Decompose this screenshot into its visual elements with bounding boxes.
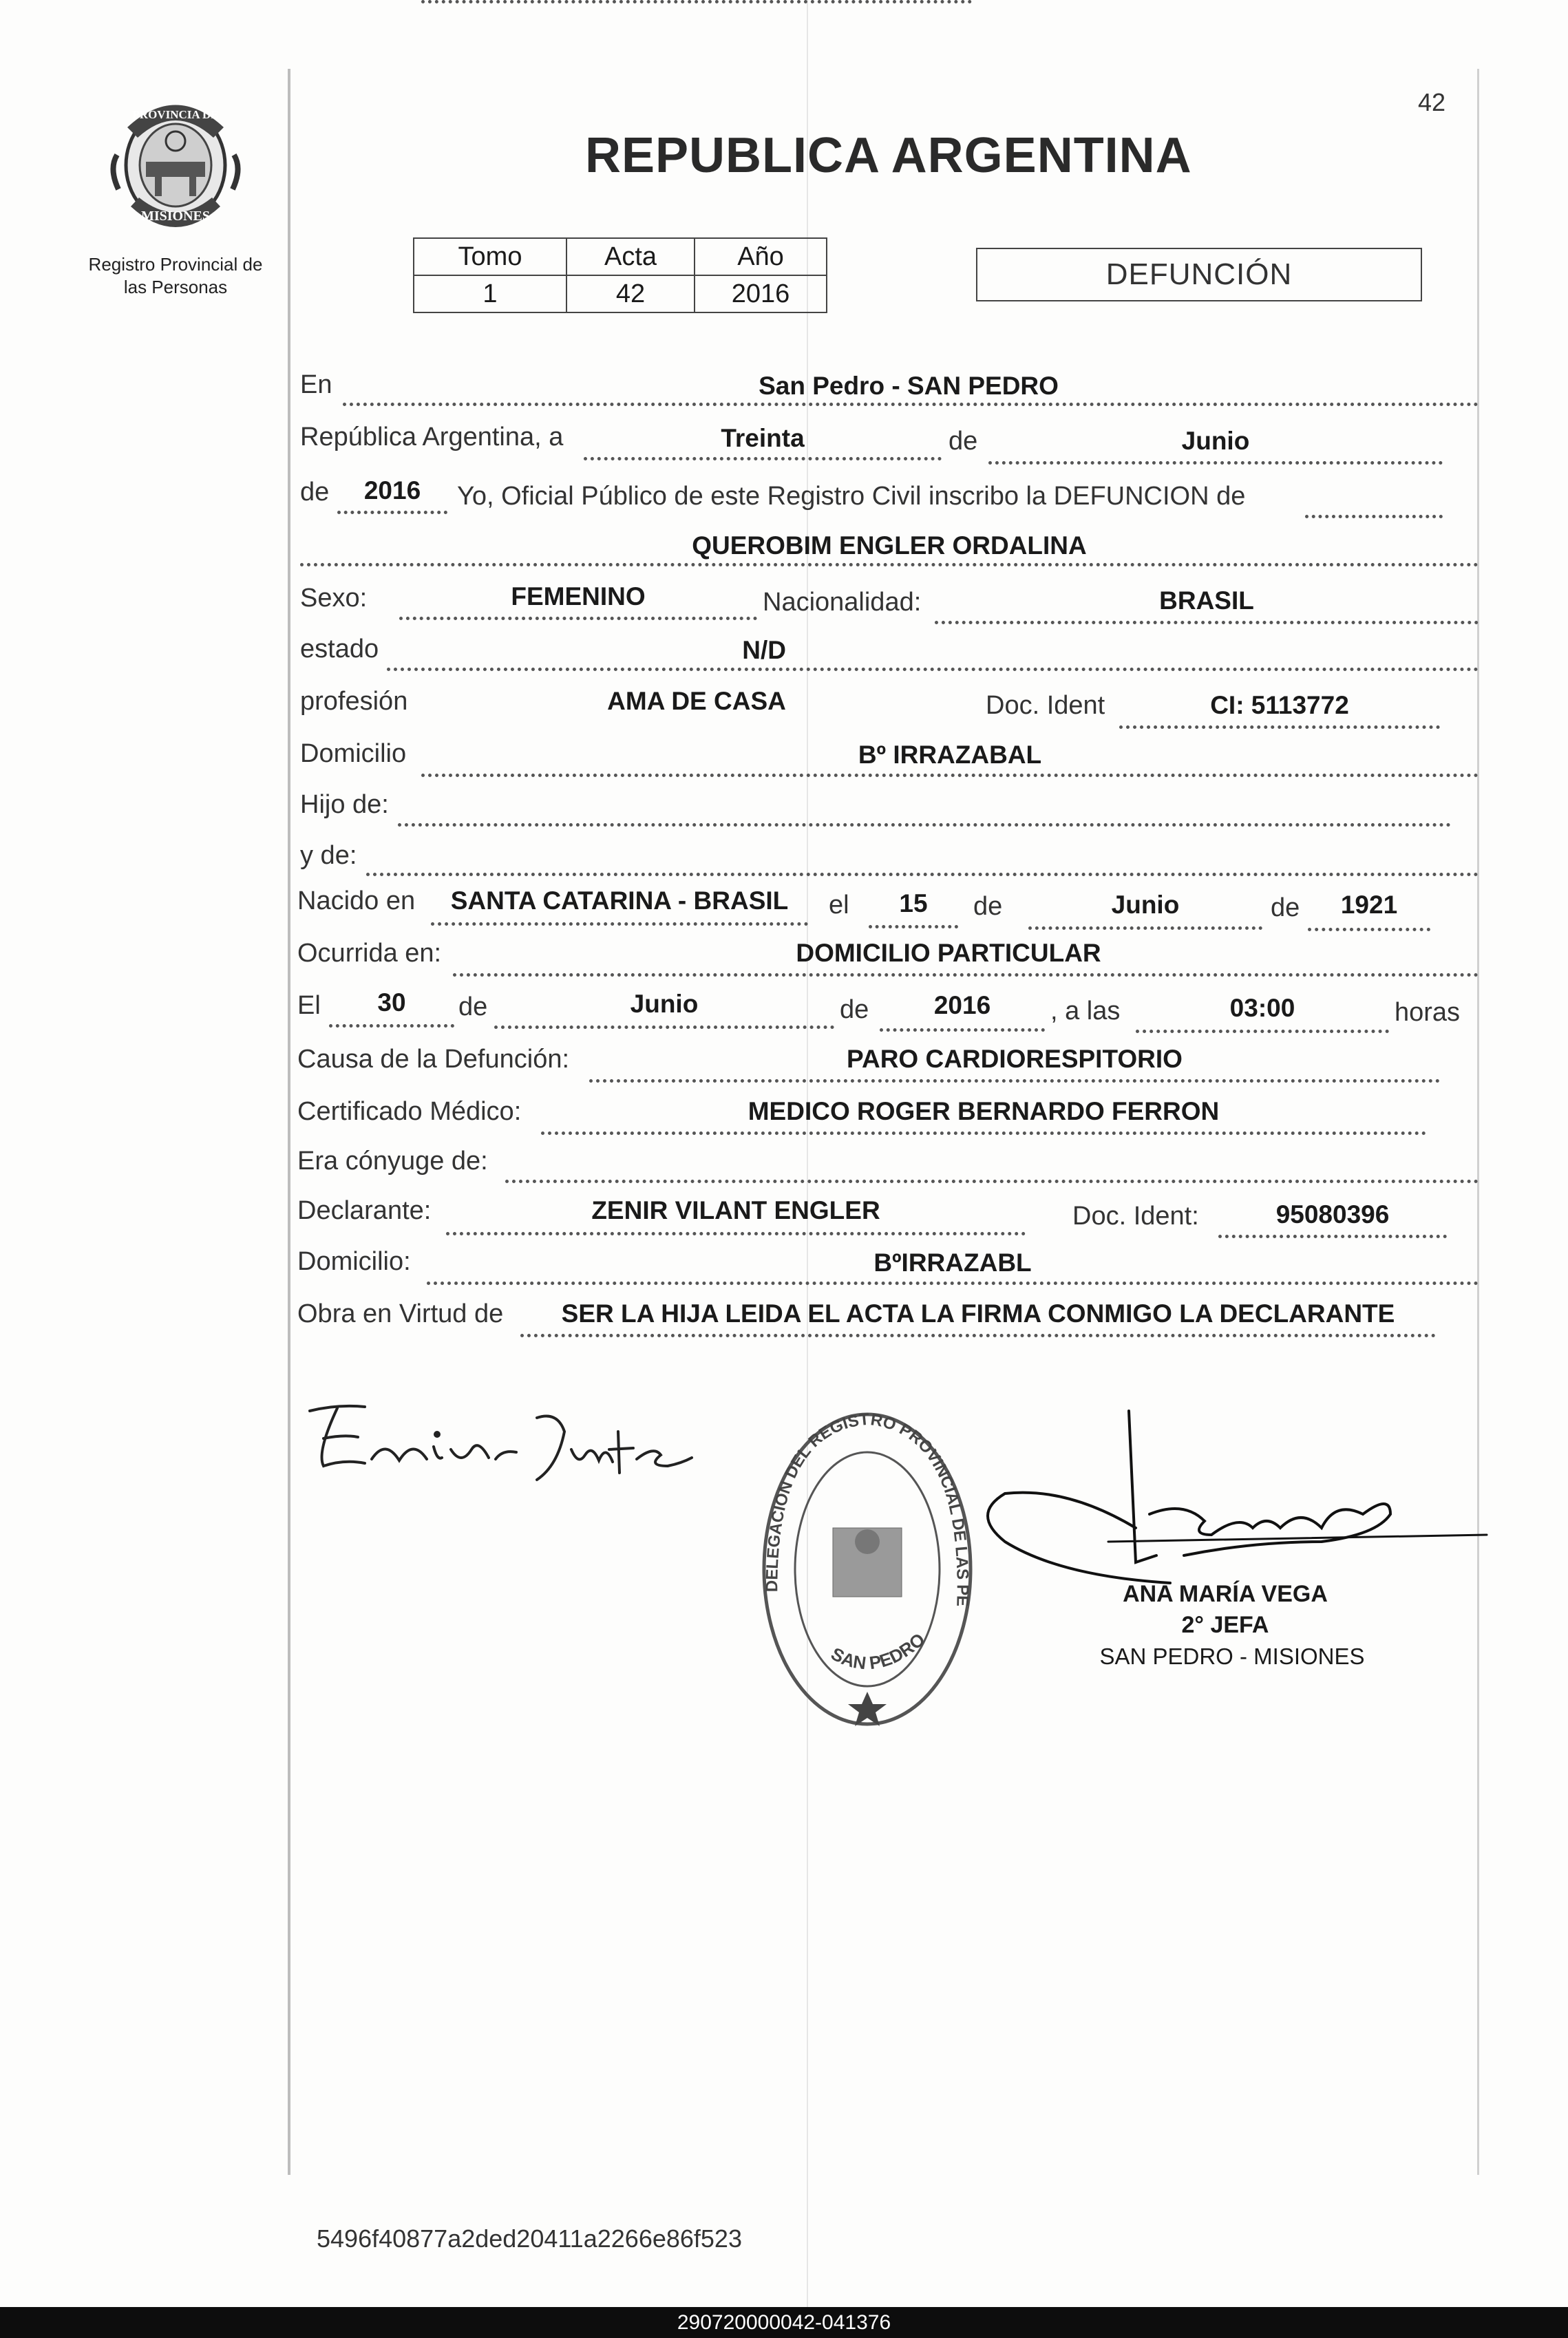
tomo-value: 1 <box>414 275 566 312</box>
place-dotline <box>343 403 1479 406</box>
y-de-dotline <box>366 873 1479 876</box>
declarante-label: Declarante: <box>297 1196 432 1225</box>
doc-ident2-dotline <box>1218 1235 1447 1238</box>
birth-year-dotline <box>1308 928 1430 931</box>
right-margin-line <box>1477 69 1479 2175</box>
left-margin-line <box>288 69 290 2175</box>
page-number: 42 <box>1418 88 1446 116</box>
birth-month-value: Junio <box>1111 891 1180 919</box>
anio-header: Año <box>695 238 827 275</box>
death-time-value: 03:00 <box>1229 994 1295 1022</box>
anio-value: 2016 <box>695 275 827 312</box>
death-year-dotline <box>880 1028 1045 1032</box>
de-label-3: de <box>973 892 1003 921</box>
doc-ident-label: Doc. Ident <box>986 691 1105 720</box>
domicilio2-label: Domicilio: <box>297 1247 411 1276</box>
scan-fold-line <box>807 0 808 2307</box>
ocurrida-en-value: DOMICILIO PARTICULAR <box>796 939 1101 967</box>
document-hash: 5496f40877a2ded20411a2266e86f523 <box>317 2224 742 2253</box>
doc-ident2-label: Doc. Ident: <box>1072 1202 1199 1231</box>
conyuge-dotline <box>505 1180 1479 1183</box>
death-time-dotline <box>1136 1030 1389 1033</box>
official-office: SAN PEDRO - MISIONES <box>1099 1644 1365 1669</box>
en-label: En <box>300 370 332 399</box>
de-label-2: de <box>300 478 330 507</box>
profesion-value: AMA DE CASA <box>607 687 786 715</box>
doc-ident2-value: 95080396 <box>1275 1200 1390 1229</box>
reference-table <box>413 237 827 313</box>
agency-name <box>65 253 286 299</box>
nacionalidad-value: BRASIL <box>1159 586 1254 615</box>
barcode-text: 290720000042-041376 <box>677 2311 891 2334</box>
sexo-label: Sexo: <box>300 584 368 613</box>
death-month-value: Junio <box>630 990 699 1018</box>
de-label-6: de <box>840 995 869 1024</box>
acta-header: Acta <box>566 238 695 275</box>
doc-ident-dotline <box>1119 725 1440 729</box>
day-words-value: Treinta <box>721 424 805 452</box>
profesion-label: profesión <box>300 687 408 716</box>
nacionalidad-label: Nacionalidad: <box>763 588 922 617</box>
month-dotline <box>988 461 1443 465</box>
seal-text-top: DELEGACION DEL REGISTRO PROVINCIAL DE LAS PE <box>763 1410 972 1607</box>
estado-label: estado <box>300 635 379 663</box>
agency-line-2: las Personas <box>123 277 228 297</box>
acta-value: 42 <box>566 275 695 312</box>
birth-day-value: 15 <box>899 889 928 917</box>
causa-label: Causa de la Defunción: <box>297 1045 570 1074</box>
place-value: San Pedro - SAN PEDRO <box>759 372 1059 400</box>
el2-label: El <box>297 991 321 1020</box>
nacido-en-dotline <box>431 922 808 926</box>
document-title: REPUBLICA ARGENTINA <box>585 128 1192 183</box>
death-year-value: 2016 <box>933 991 991 1019</box>
declarante-value: ZENIR VILANT ENGLER <box>591 1196 880 1224</box>
official-seal <box>750 1404 984 1734</box>
y-de-label: y de: <box>300 841 357 870</box>
declarante-dotline <box>446 1232 1026 1235</box>
doc-ident-value: CI: 5113772 <box>1210 691 1349 719</box>
death-month-dotline <box>494 1025 834 1029</box>
inscribe-dotline <box>1305 515 1443 518</box>
conyuge-label: Era cónyuge de: <box>297 1147 488 1176</box>
certificado-dotline <box>541 1131 1426 1135</box>
birth-year-value: 1921 <box>1340 891 1398 919</box>
year-dotline <box>337 511 447 514</box>
ocurrida-en-dotline <box>453 973 1479 977</box>
profesion-dotline <box>421 0 972 3</box>
estado-dotline <box>387 668 1479 671</box>
domicilio2-value: BºIRRAZABL <box>873 1248 1032 1277</box>
de-label-1: de <box>949 427 978 456</box>
logo-text-bottom: MISIONES <box>140 209 211 224</box>
domicilio-dotline <box>421 774 1479 777</box>
deceased-name: QUEROBIM ENGLER ORDALINA <box>692 531 1087 560</box>
day-words-dotline <box>584 457 942 460</box>
de-label-4: de <box>1271 893 1300 922</box>
declarant-signature <box>296 1383 709 1521</box>
death-day-value: 30 <box>377 988 406 1017</box>
estado-value: N/D <box>742 636 786 664</box>
certificado-label: Certificado Médico: <box>297 1097 522 1126</box>
seal-text-bottom: SAN PEDRO <box>827 1628 929 1674</box>
agency-line-1: Registro Provincial de <box>88 254 263 275</box>
record-type-box: DEFUNCIÓN <box>976 248 1422 301</box>
horas-label: horas <box>1395 998 1461 1027</box>
svg-text:SAN PEDRO <box>827 1629 929 1674</box>
domicilio-value: Bº IRRAZABAL <box>858 741 1042 769</box>
obra-value: SER LA HIJA LEIDA EL ACTA LA FIRMA CONMIGO LA DECLARANTE <box>561 1299 1395 1328</box>
republica-label: República Argentina, a <box>300 423 564 451</box>
year-value: 2016 <box>363 476 421 504</box>
hijo-de-dotline <box>398 823 1451 827</box>
nacido-en-value: SANTA CATARINA - BRASIL <box>450 886 789 915</box>
official-title: 2° JEFA <box>1181 1612 1269 1638</box>
certificado-value: MEDICO ROGER BERNARDO FERRON <box>748 1097 1220 1125</box>
de-label-5: de <box>458 992 488 1021</box>
causa-value: PARO CARDIORESPITORIO <box>847 1045 1183 1073</box>
obra-label: Obra en Virtud de <box>297 1299 504 1328</box>
sexo-value: FEMENINO <box>511 582 646 610</box>
death-day-dotline <box>329 1024 454 1028</box>
nacionalidad-dotline <box>935 621 1479 624</box>
official-name: ANA MARÍA VEGA <box>1123 1581 1328 1607</box>
obra-dotline <box>520 1334 1436 1337</box>
nacido-en-label: Nacido en <box>297 886 416 915</box>
domicilio-label: Domicilio <box>300 739 407 768</box>
tomo-header: Tomo <box>414 238 566 275</box>
domicilio2-dotline <box>427 1282 1479 1285</box>
birth-day-dotline <box>869 925 958 928</box>
a-las-label: , a las <box>1050 997 1121 1025</box>
hijo-de-label: Hijo de: <box>300 790 389 819</box>
month-value: Junio <box>1181 427 1250 455</box>
birth-month-dotline <box>1028 926 1262 930</box>
inscribe-text: Yo, Oficial Público de este Registro Civil inscribo la DEFUNCION de <box>457 482 1246 511</box>
ocurrida-en-label: Ocurrida en: <box>297 939 442 968</box>
sexo-dotline <box>399 617 757 620</box>
name-dotline <box>300 563 1479 566</box>
provincia-misiones-logo <box>103 86 248 237</box>
logo-text-top: PROVINCIA DE <box>132 108 219 121</box>
el-label: el <box>829 891 849 920</box>
causa-dotline <box>589 1079 1440 1083</box>
